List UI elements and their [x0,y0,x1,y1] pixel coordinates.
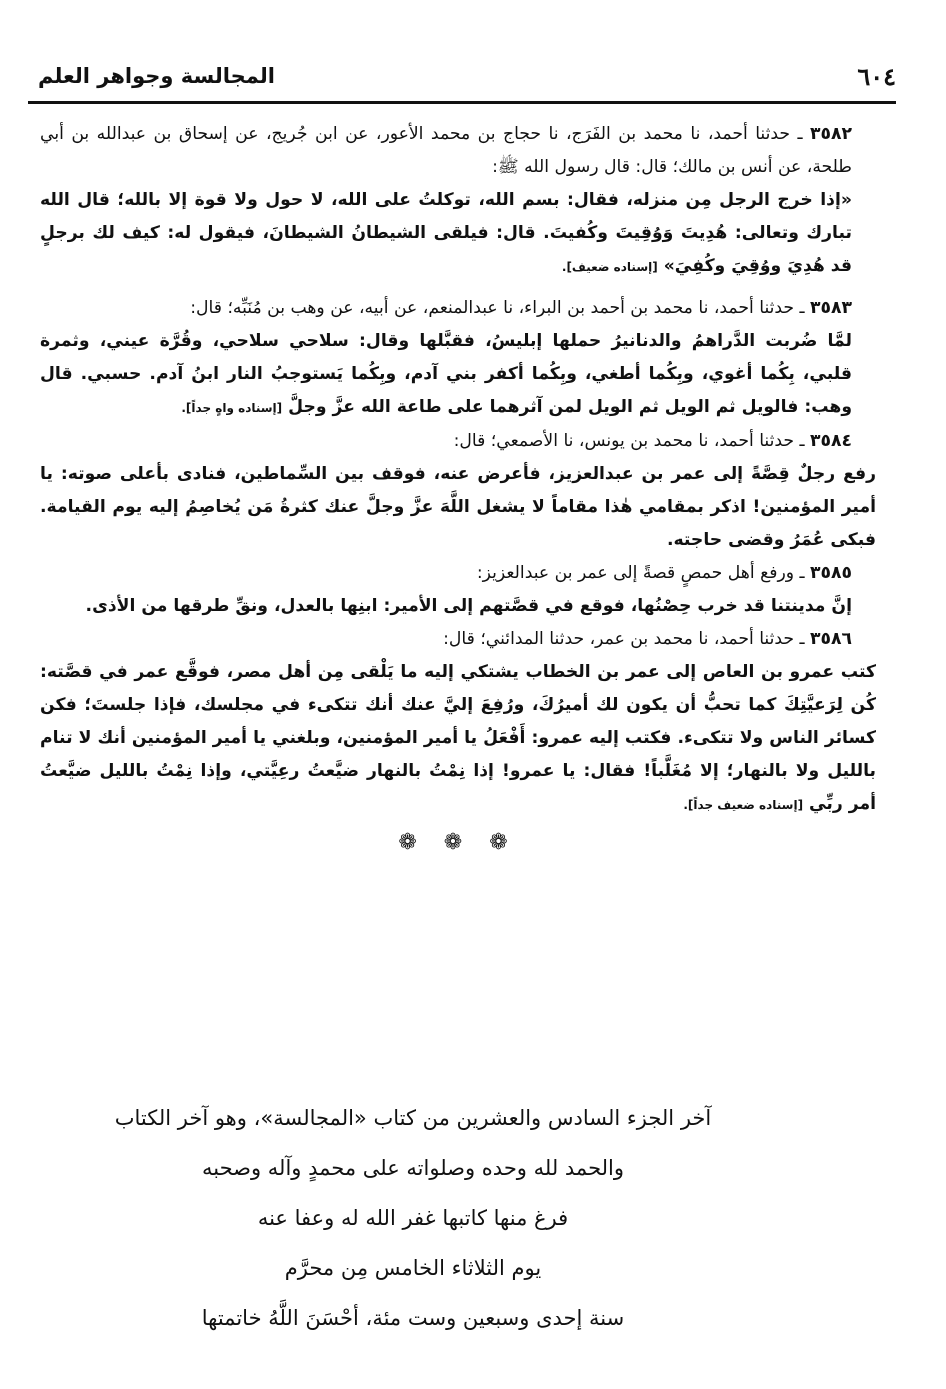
entry-3583-matn [40,325,876,425]
entry-number: ٣٥٨٤ [810,431,852,451]
colophon [80,1093,746,1343]
running-header [38,58,896,98]
matn-text: كتب عمرو بن العاص إلى عمر بن الخطاب يشتكي إليه ما يَلْقى مِن أهل مصر، فوقَّع عمر في قصَّته: كُن لِرَعيَّتِكَ كما تحبُّ أن يكون لك أميرُكَ، ورُفِعَ إليَّ عنك أنك تتكىء في مجلسك، فإذا جلستَ؛ فكن كسائر الناس ولا تتكىء. فكتب إليه عمرو: أَفْعَلُ يا أمير المؤمنين، وبلغني يا أمير المؤمنين أنك لا تنام بالليل ولا بالنهار؛ إلا مُغَلَّباً! فقال: يا عمرو! إذا نِمْتُ بالنهار ضيَّعتُ رعِيَّتي، وإذا نِمْتُ بالليل ضيَّعتُ أمر ربِّي [40,662,876,814]
header-rule [28,101,896,104]
matn-text: «إذا خرج الرجل مِن منزله، فقال: بسم الله، توكلتُ على الله، لا حول ولا قوة إلا بالله؛ قال الله تبارك وتعالى: هُدِيتَ وَوُقِيتَ وكُفيتَ. قال: فيلقى الشيطانُ الشيطانَ، فيقول له: كيف لك برجلٍ قد هُدِيَ ووُقِيَ وكُفِيَ» [40,190,852,276]
main-text [40,118,876,859]
isnad-text: ـ حدثنا أحمد، نا محمد بن عمر، حدثنا المدائني؛ قال: [443,629,805,649]
entry-number: ٣٥٨٦ [810,629,852,649]
colophon-line: سنة إحدى وسبعين وست مئة، أحْسَنَ اللَّهُ خاتمتها [201,1306,625,1330]
section-separator-ornament: ❁ ❁ ❁ [398,830,518,855]
matn-text: رفع رجلٌ قِصَّةً إلى عمر بن عبدالعزيز، فأعرض عنه، فوقف بين السِّماطين، فنادى بأعلى صوته: يا أمير المؤمنين! اذكر بمقامي هٰذا مقاماً لا يشغل اللَّهَ عزَّ وجلَّ عنك كثرةُ مَن يُخاصِمُ إليه يوم القيامة. فبكى عُمَرُ وقضى حاجته. [40,464,876,550]
entry-number: ٣٥٨٣ [810,298,852,318]
entry-3584-matn [40,458,876,557]
matn-text: لمَّا ضُربت الدَّراهمُ والدنانيرُ حملها إبليسُ، فقبَّلها وقال: سلاحي سلاحي، وقُرَّة عيني، وثمرة قلبي، بِكُما أغوي، وبِكُما أطغي، وبِكُما أكفر بني آدم، وبِكُما يَستوجبُ النار ابنُ آدم. حسبي. قال وهب: فالويل ثم الويل ثم الويل لمن آثرهما على طاعة الله عزَّ وجلَّ [40,331,852,417]
isnad-text: ـ حدثنا أحمد، نا محمد بن يونس، نا الأصمعي؛ قال: [453,431,805,451]
entry-3586-isnad [40,623,876,656]
colophon-line: فرغ منها كاتبها غفر الله له وعفا عنه [257,1206,569,1230]
entry-3583-isnad [40,292,876,325]
grading-note: [إسناده ضعيف]. [561,260,658,274]
grading-note: [إسناده واهٍ جداً]. [181,401,283,415]
entry-3585-isnad [40,557,876,590]
entry-3584-isnad [40,425,876,458]
entry-number: ٣٥٨٢ [810,124,852,144]
grading-note: [إسناده ضعيف جداً]. [683,798,804,812]
colophon-line: آخر الجزء السادس والعشرين من كتاب «المجالسة»، وهو آخر الكتاب [114,1106,712,1130]
isnad-text: ـ ورفع أهل حمصٍ قصةً إلى عمر بن عبدالعزيز: [476,563,805,583]
entry-number: ٣٥٨٥ [810,563,852,583]
colophon-line: والحمد لله وحده وصلواته على محمدٍ وآله وصحبه [202,1156,624,1180]
isnad-text: ـ حدثنا أحمد، نا محمد بن أحمد بن البراء، نا عبدالمنعم، عن أبيه، عن وهب بن مُنَبِّه؛ قال: [190,298,805,318]
entry-3586-matn [40,656,876,822]
colophon-line: يوم الثلاثاء الخامس مِن محرَّم [284,1256,542,1280]
matn-text: إنَّ مدينتنا قد خرب حِصْنُها، فوقع في قصَّتهم إلى الأمير: ابنِها بالعدل، ونقِّ طرقها من الأذى. [85,596,852,616]
running-title: المجالسة وجواهر العلم [38,64,275,88]
entry-3582-isnad [40,118,876,184]
isnad-text: ـ حدثنا أحمد، نا محمد بن الفَرَج، نا حجاج بن محمد الأعور، عن ابن جُريج، عن إسحاق بن عبدالله بن أبي طلحة، عن أنس بن مالك؛ قال: قال رسول الله ﷺ: [40,124,852,177]
entry-3585-matn [40,590,876,623]
entry-3582-matn [40,184,876,284]
page-number: ٦٠٤ [857,62,896,91]
